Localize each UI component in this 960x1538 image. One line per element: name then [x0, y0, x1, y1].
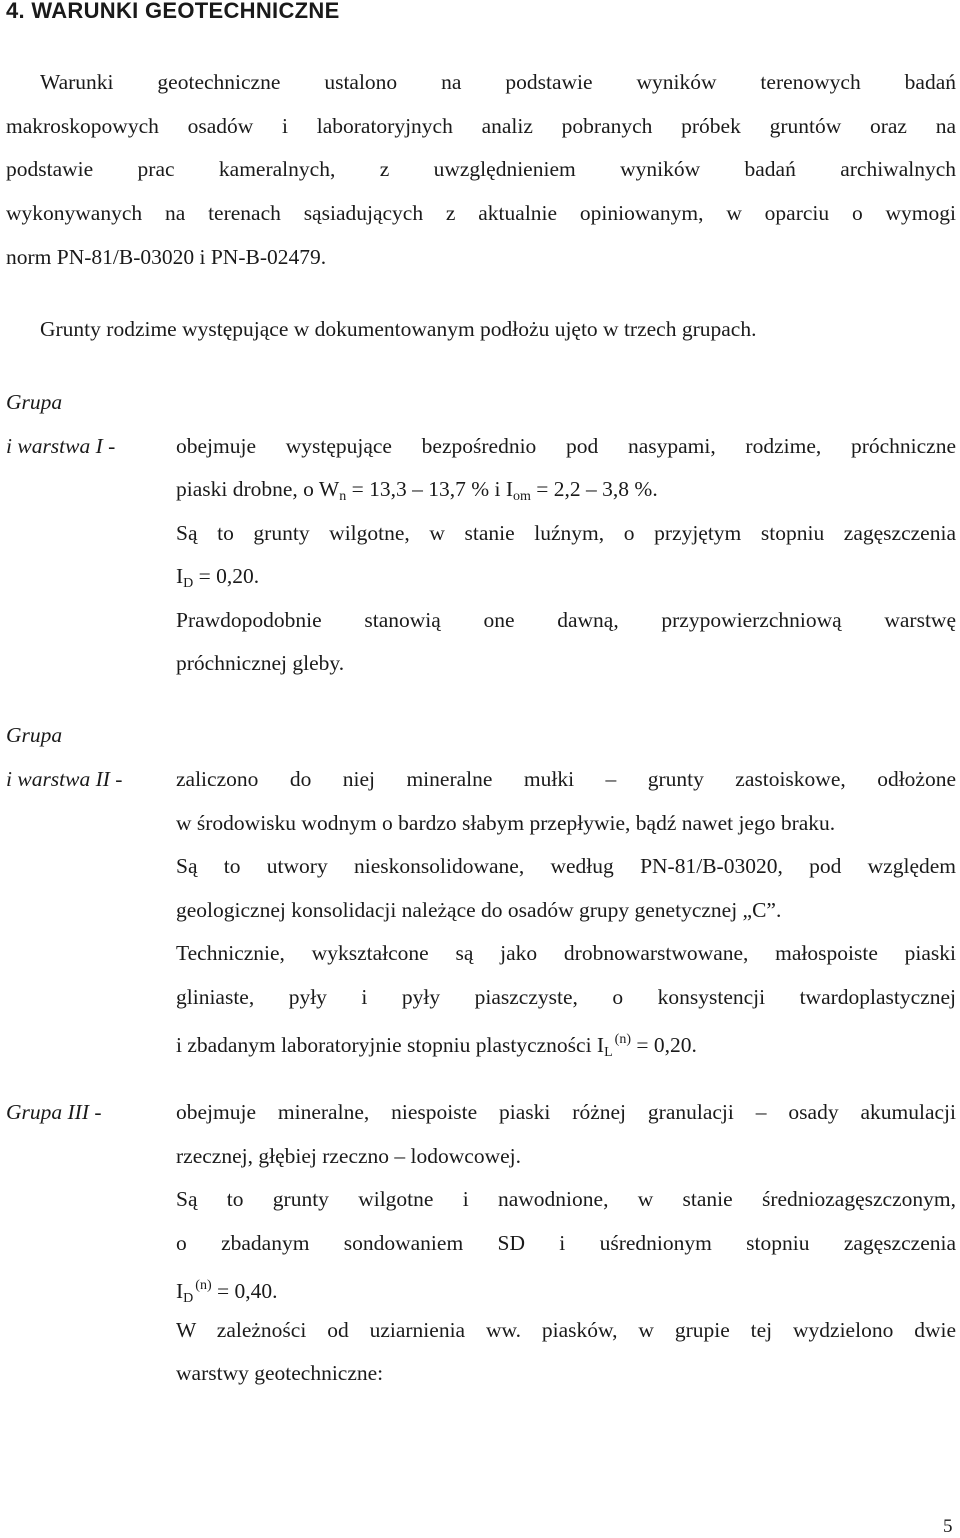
group3-text-line6: W zależności od uziarnienia ww. piasków, w grupie tej wydzielono dwie	[176, 1318, 956, 1342]
intro-line-3: podstawie prac kameralnych, z uwzględnieniem wyników badań archiwalnych	[6, 157, 956, 181]
group2-label-line2: i warstwa II -	[6, 767, 123, 791]
intro-line-4: wykonywanych na terenach sąsiadujących z aktualnie opiniowanym, w oparciu o wymogi	[6, 201, 956, 225]
group2-text-line6: gliniaste, pyły i pyły piaszczyste, o konsystencji twardoplastycznej	[176, 985, 956, 1009]
group2-label-line1: Grupa	[6, 723, 63, 747]
group3-text-line4: o zbadanym sondowaniem SD i uśrednionym stopniu zagęszczenia	[176, 1231, 956, 1255]
group2-text-line5: Technicznie, wykształcone są jako drobnowarstwowane, małospoiste piaski	[176, 941, 956, 965]
page-number: 5	[943, 1516, 953, 1537]
intro-line-1: Warunki geotechniczne ustalono na podstawie wyników terenowych badań	[40, 70, 956, 94]
group1-text-line3: Są to grunty wilgotne, w stanie luźnym, o przyjętym stopniu zagęszczenia	[176, 521, 956, 545]
group2-text-line3: Są to utwory nieskonsolidowane, według PN-81/B-03020, pod względem	[176, 854, 956, 878]
group2-text-line2: w środowisku wodnym o bardzo słabym przepływie, bądź nawet jego braku.	[176, 811, 836, 835]
group2-text-line4: geologicznej konsolidacji należące do osadów grupy genetycznej „C”.	[176, 898, 782, 922]
group3-text-line7: warstwy geotechniczne:	[176, 1361, 384, 1385]
group3-text-line1: obejmuje mineralne, niespoiste piaski różnej granulacji – osady akumulacji	[176, 1100, 956, 1124]
group1-text-line4: $I_D = 0,20$.	[176, 564, 260, 591]
group2-text-line7: i zbadanym laboratoryjnie stopniu plastyczności $I_L^{(n)} = 0,20$.	[176, 1032, 697, 1060]
intro-line-5: norm PN-81/B-03020 i PN-B-02479.	[6, 245, 327, 269]
group3-text-line5: $I_D^{(n)} = 0,40$.	[176, 1278, 278, 1306]
group3-label: Grupa III -	[6, 1100, 102, 1124]
group1-text-line6: próchnicznej gleby.	[176, 651, 345, 675]
group1-label-line1: Grupa	[6, 390, 63, 414]
group3-text-line3: Są to grunty wilgotne i nawodnione, w stanie średniozagęszczonym,	[176, 1187, 956, 1211]
group1-text-line1: obejmuje występujące bezpośrednio pod nasypami, rodzime, próchniczne	[176, 434, 956, 458]
section-heading: 4. WARUNKI GEOTECHNICZNE	[6, 0, 340, 23]
group3-text-line2: rzecznej, głębiej rzeczno – lodowcowej.	[176, 1144, 522, 1168]
group1-label-line2: i warstwa I -	[6, 434, 116, 458]
intro-line-2: makroskopowych osadów i laboratoryjnych analiz pobranych próbek gruntów oraz na	[6, 114, 956, 138]
group2-text-line1: zaliczono do niej mineralne mułki – grunty zastoiskowe, odłożone	[176, 767, 956, 791]
group1-text-line5: Prawdopodobnie stanowią one dawną, przypowierzchniową warstwę	[176, 608, 956, 632]
group1-text-line2: piaski drobne, o $W_n = 13,3 - 13,7$ % i $I_{om} = 2,2 - 3,8$ %.	[176, 477, 658, 504]
intro-summary: Grunty rodzime występujące w dokumentowanym podłożu ujęto w trzech grupach.	[40, 317, 757, 341]
